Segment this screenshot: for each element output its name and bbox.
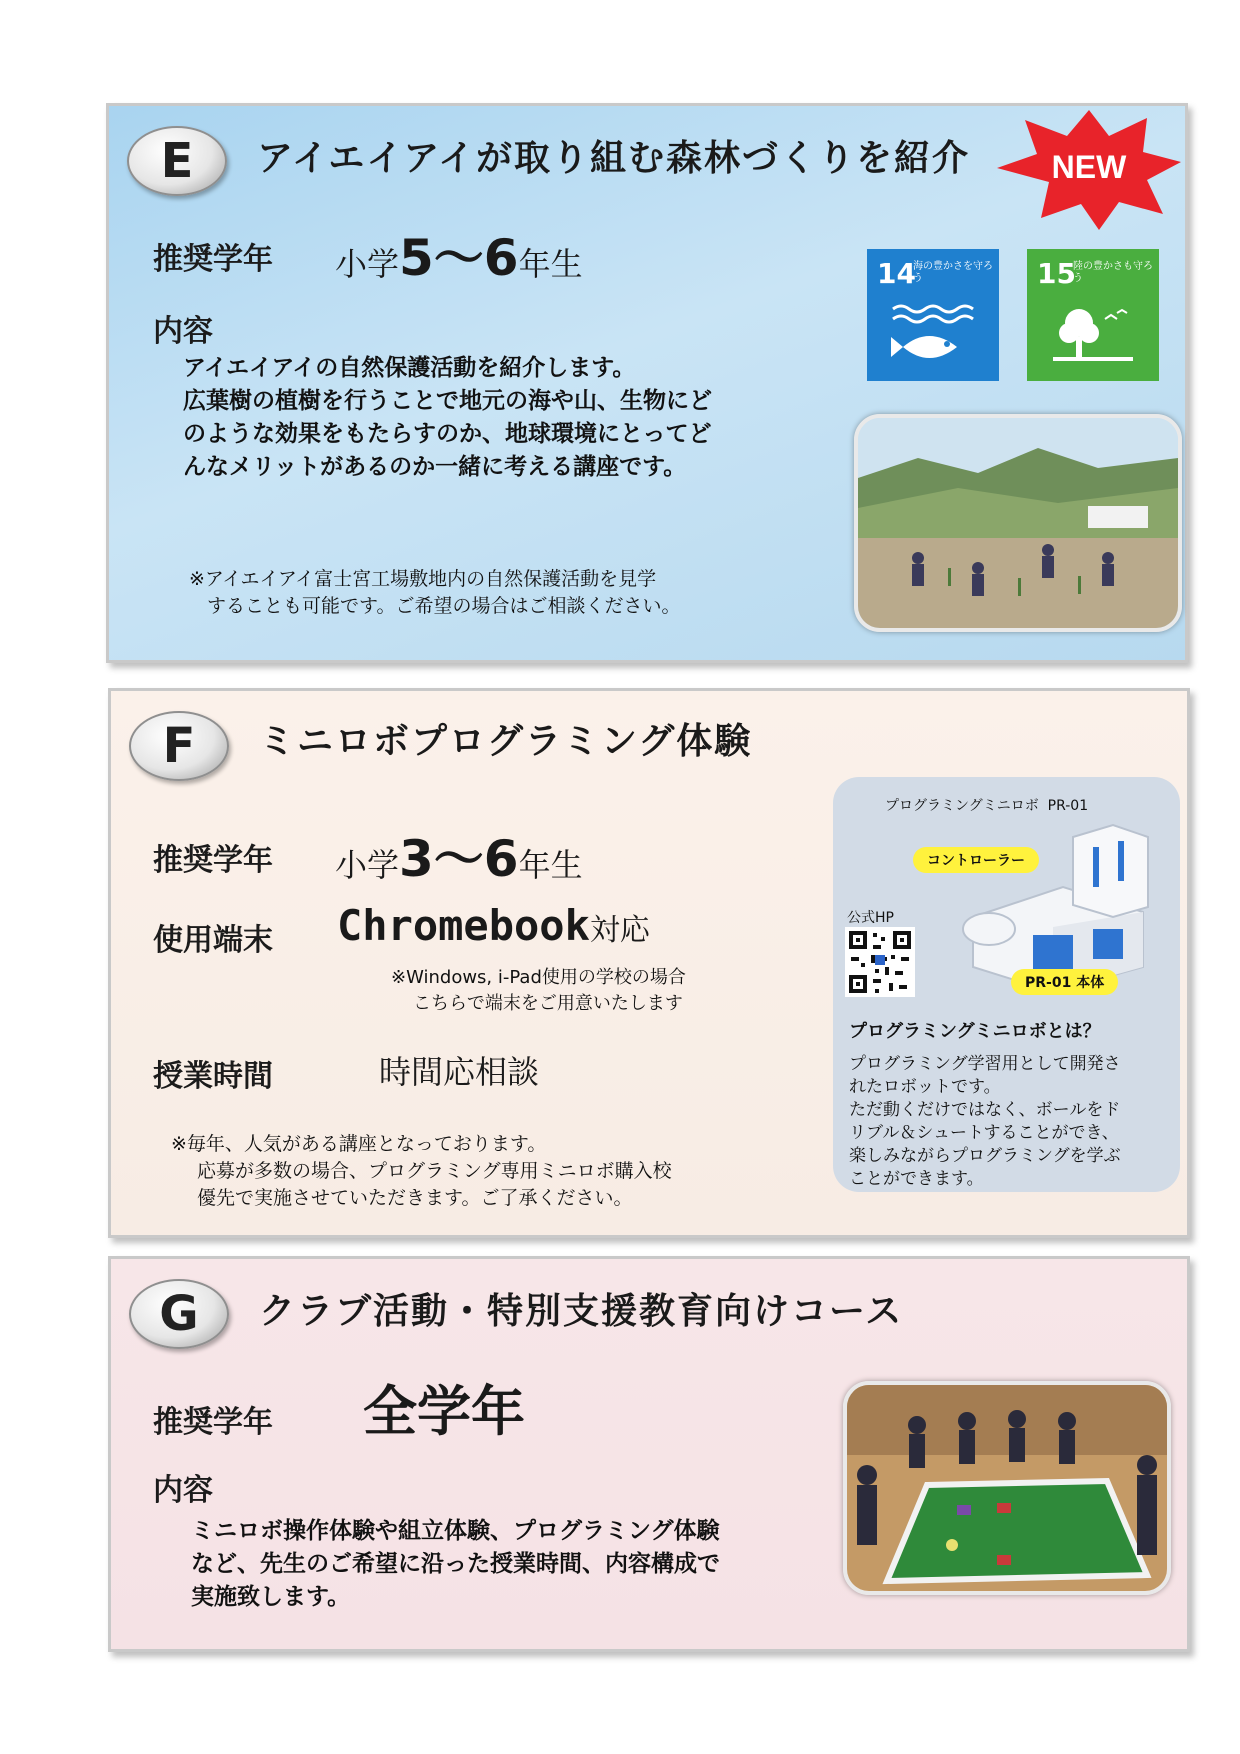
section-e-title: アイエイアイが取り組む森林づくりを紹介: [257, 138, 971, 179]
note-line: こちらで端末をご用意いたします: [413, 993, 683, 1014]
section-g-grade-value: 全学年: [363, 1380, 525, 1443]
desc-line: ただ動くだけではなく、ボールをド: [849, 1100, 1121, 1120]
qr-code-icon[interactable]: [845, 927, 915, 997]
section-g-grade-label: 推奨学年: [153, 1405, 273, 1440]
content-line: など、先生のご希望に沿った授業時間、内容構成で: [191, 1551, 720, 1577]
section-g-content-label: 内容: [153, 1473, 213, 1508]
sdg-14-number: 14: [877, 257, 916, 290]
grade-prefix: 小学: [335, 245, 400, 283]
note-line: 優先で実施させていただきます。ご了承ください。: [197, 1187, 633, 1209]
robot-info-box: [833, 777, 1180, 1192]
robot-soccer-class-photo: [843, 1381, 1171, 1595]
product-name: プログラミングミニロボ: [885, 798, 1039, 814]
grade-range: 3〜6: [399, 830, 519, 888]
section-e-letter-badge: E: [127, 126, 227, 196]
new-badge-star-icon: [997, 110, 1181, 230]
note-line: することも可能です。ご希望の場合はご相談ください。: [207, 595, 681, 617]
content-line: 広葉樹の植樹を行うことで地元の海や山、生物にど: [183, 388, 712, 414]
content-line: のような効果をもたらすのか、地球環境にとってど: [183, 421, 712, 447]
note-line: ※Windows, i-Pad使用の学校の場合: [391, 967, 686, 988]
sdg-15-number: 15: [1037, 257, 1076, 290]
device-name: Chromebook: [337, 901, 590, 950]
desc-line: プログラミング学習用として開発さ: [849, 1054, 1121, 1074]
section-e-content: [183, 352, 823, 484]
forest-planting-photo: [854, 414, 1182, 632]
forest-photo-image: [858, 418, 1178, 628]
section-f-device-label: 使用端末: [153, 923, 273, 958]
content-line: んなメリットがあるのか一緒に考える講座です。: [183, 454, 687, 480]
robot-body-label: PR-01 本体: [1011, 969, 1118, 995]
section-f-title: ミニロボプログラミング体験: [259, 721, 753, 762]
robot-heading: プログラミングミニロボとは？: [849, 1021, 1101, 1042]
robot-product-name: [885, 795, 1088, 815]
section-f-device-note: [391, 965, 686, 1017]
controller-label: コントローラー: [913, 847, 1039, 873]
section-f-grade-label: 推奨学年: [153, 843, 273, 878]
section-f-panel: [108, 688, 1190, 1238]
product-model: PR-01: [1047, 798, 1089, 814]
section-f-letter-badge: F: [129, 711, 229, 781]
note-line: 応募が多数の場合、プログラミング専用ミニロボ購入校: [197, 1160, 672, 1182]
desc-line: 楽しみながらプログラミングを学ぶ: [849, 1146, 1121, 1166]
device-suffix: 対応: [589, 913, 650, 948]
section-g-title: クラブ活動・特別支援教育向けコース: [259, 1291, 904, 1332]
grade-suffix: 年生: [518, 245, 583, 283]
tree-icon: [1049, 299, 1139, 373]
section-g-content: [191, 1515, 831, 1614]
grade-prefix: 小学: [335, 846, 400, 884]
section-f-note: [171, 1131, 672, 1212]
content-line: 実施致します。: [191, 1584, 351, 1610]
grade-range: 5〜6: [399, 229, 519, 287]
desc-line: ことができます。: [849, 1169, 984, 1189]
fish-icon: [889, 301, 979, 371]
content-line: ミニロボ操作体験や組立体験、プログラミング体験: [191, 1518, 720, 1544]
section-e-grade-label: 推奨学年: [153, 242, 273, 277]
grade-suffix: 年生: [518, 846, 583, 884]
official-hp-label: 公式HP: [847, 910, 894, 926]
section-g-letter-badge: G: [129, 1279, 229, 1349]
note-line: ※毎年、人気がある講座となっております。: [171, 1133, 547, 1155]
section-f-time-value: 時間応相談: [379, 1053, 540, 1091]
sdg-14-tile: [867, 249, 999, 381]
section-f-time-label: 授業時間: [153, 1059, 273, 1094]
section-e-content-label: 内容: [153, 314, 213, 349]
robot-description: [849, 1053, 1159, 1191]
section-e-grade-value: [335, 218, 583, 290]
desc-line: れたロボットです。: [849, 1077, 1001, 1097]
class-photo-image: [847, 1385, 1167, 1591]
section-e-panel: [106, 103, 1188, 663]
desc-line: リブル＆シュートすることができ、: [849, 1123, 1119, 1143]
section-f-grade-value: [335, 819, 583, 891]
content-line: アイエイアイの自然保護活動を紹介します。: [183, 355, 636, 381]
section-e-note: [189, 566, 680, 620]
section-g-panel: [108, 1256, 1190, 1652]
sdg-14-text: 海の豊かさを守ろう: [913, 261, 993, 284]
sdg-15-tile: [1027, 249, 1159, 381]
section-f-device-value: [337, 901, 650, 950]
sdg-15-text: 陸の豊かさも守ろう: [1073, 261, 1153, 284]
note-line: ※アイエイアイ富士宮工場敷地内の自然保護活動を見学: [189, 568, 657, 590]
new-badge-text: NEW: [1051, 149, 1127, 185]
